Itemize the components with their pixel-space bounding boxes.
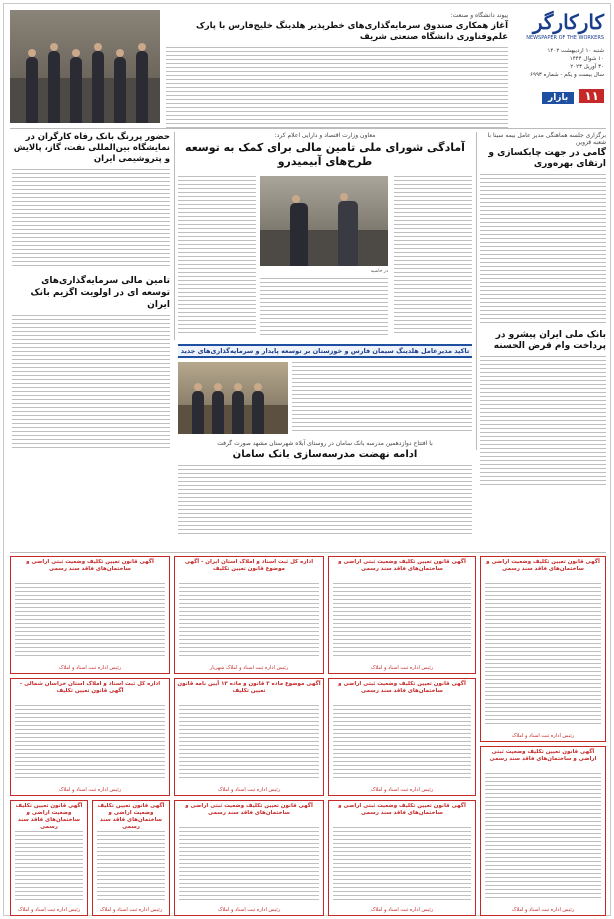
notice-signature: رئیس اداره ثبت اسناد و املاک: [370, 907, 434, 913]
center-story: [178, 132, 472, 169]
notice-title: آگهی قانون تعیین تکلیف وضعیت ثبتی اراضی و ساختمان‌های فاقد سند رسمی: [338, 803, 466, 816]
right-column: [480, 132, 606, 486]
brand-name: کارگر: [532, 10, 579, 34]
middle-headline: ادامه نهضت مدرسه‌سازی بانک سامان: [232, 449, 418, 460]
left-headline-1: حضور پررنگ بانک رفاه کارگران در نمایشگاه بین‌المللی نفت، گاز، پالایش و پتروشیمی ایران: [13, 132, 170, 164]
notice-4: [328, 678, 476, 796]
notice-signature: رئیس اداره ثبت اسناد و املاک: [511, 907, 575, 913]
column-rule: [476, 132, 477, 450]
notice-body: [179, 583, 319, 659]
middle-story: [178, 440, 472, 535]
notice-signature: رئیس اداره ثبت اسناد و املاک: [217, 907, 281, 913]
middle-body: [178, 465, 472, 535]
banner-photo: [178, 362, 288, 434]
center-body-mid: [260, 278, 388, 336]
notice-body: [179, 827, 319, 901]
person-figure: [70, 57, 82, 123]
notice-signature: رئیس اداره ثبت اسناد و املاک: [370, 787, 434, 793]
banner-text: تاکید مدیرعامل هلدینگ سیمان فارس و خوزستان بر توسعه پایدار و سرمایه‌گذاری‌های جدید: [180, 347, 470, 355]
notice-signature: رئیس اداره ثبت اسناد و املاک: [99, 907, 163, 913]
notice-title: آگهی قانون تعیین تکلیف وضعیت اراضی و ساختمان‌های فاقد سند رسمی: [97, 803, 165, 830]
left-headline-2: تامین مالی سرمایه‌گذاری‌های توسعه ای در اولویت اگزیم بانک ایران: [30, 276, 170, 310]
column-rule: [174, 132, 175, 340]
notice-title: آگهی قانون تعیین تکلیف وضعیت اراضی و ساختمان‌های فاقد سند رسمی: [15, 803, 83, 830]
date-line-3: ۳۰ آوریل ۲۰۲۳: [570, 64, 604, 70]
person-figure: [114, 57, 126, 123]
notice-1: [480, 556, 606, 742]
notice-body: [179, 705, 319, 781]
banner-body: [292, 362, 472, 434]
notice-title: آگهی موضوع ماده ۳ قانون و ماده ۱۳ آیین نامه قانون تعیین تکلیف: [177, 681, 321, 694]
notice-signature: رئیس اداره ثبت اسناد و املاک: [58, 665, 122, 671]
notice-title: آگهی قانون تعیین تکلیف وضعیت ثبتی اراضی و ساختمان‌های فاقد سند رسمی: [338, 559, 466, 572]
center-headline: آمادگی شورای ملی تامین مالی برای کمک به توسعه طرح‌های آبیمیدرو: [185, 141, 465, 168]
issue-line: سال بیست و یکم - شماره ۶۹۹۳: [530, 72, 604, 78]
notice-7: [174, 678, 324, 796]
center-kicker: معاون وزارت اقتصاد و دارایی اعلام کرد:: [274, 132, 376, 139]
notice-title: آگهی قانون تعیین تکلیف وضعیت اراضی و ساختمان‌های فاقد سند رسمی: [486, 559, 600, 572]
center-photo-caption: در حاشیه: [370, 269, 388, 274]
top-story: [166, 12, 508, 129]
notice-signature: رئیس اداره ثبت اسناد و املاک: [217, 787, 281, 793]
top-story-kicker: پیوند دانشگاه و صنعت:: [450, 12, 508, 19]
right-kicker: برگزاری جلسه هماهنگی مدیر عامل بیمه سینا با شعبه قزوین: [487, 132, 606, 146]
masthead: [514, 10, 604, 122]
notice-body: [15, 583, 165, 659]
notice-body: [333, 705, 471, 781]
notice-body: [485, 583, 601, 727]
right-headline-2: بانک ملی ایران پیشرو در پرداخت وام قرض الحسنه: [493, 330, 606, 351]
date-line-1: شنبه ۱۰ اردیبهشت ۱۴۰۲: [547, 48, 604, 54]
notice-signature: رئیس اداره ثبت اسناد و املاک شهریار: [209, 665, 289, 671]
notice-10: [10, 678, 170, 796]
notice-6: [174, 556, 324, 674]
notice-3: [328, 556, 476, 674]
brand-subtitle: NEWSPAPER OF THE WORKERS: [526, 35, 604, 41]
notice-body: [333, 583, 471, 659]
notice-signature: رئیس اداره ثبت اسناد و املاک: [511, 733, 575, 739]
top-photo: [10, 10, 160, 123]
notice-signature: رئیس اداره ثبت اسناد و املاک: [370, 665, 434, 671]
left-column: [12, 132, 170, 449]
divider: [10, 128, 606, 129]
top-story-body: [166, 47, 508, 129]
newspaper-page: [3, 3, 611, 916]
notice-9: [10, 556, 170, 674]
right-headline: گامی در جهت چابکسازی و ارتقای بهره‌وری: [488, 148, 606, 169]
person-figure: [136, 51, 148, 123]
notice-signature: رئیس اداره ثبت اسناد و املاک: [17, 907, 81, 913]
center-photo: [260, 176, 388, 266]
notice-title: اداره کل ثبت اسناد و املاک استان ایران - آگهی موضوع قانون تعیین تکلیف: [184, 559, 314, 572]
center-body-right: [394, 176, 472, 336]
notice-11: [10, 800, 88, 916]
notice-signature: رئیس اداره ثبت اسناد و املاک: [58, 787, 122, 793]
left-body-1: [12, 169, 170, 269]
brand-prefix: کار: [578, 10, 604, 34]
page-number: ۱۱: [579, 89, 604, 103]
top-story-headline: آغاز همکاری صندوق سرمایه‌گذاری‌های خطرپذیر هلدینگ خلیج‌فارس با پارک علم‌وفناوری دانشگاه صنعتی شریف: [196, 21, 508, 42]
person-figure: [48, 51, 60, 123]
notice-body: [485, 773, 601, 901]
right-body-1: [480, 174, 606, 324]
date-line-2: ۱۰ شوال ۱۴۴۴: [569, 56, 604, 62]
notice-2: [480, 746, 606, 916]
banner: [178, 344, 472, 358]
divider: [10, 552, 606, 553]
left-body-2: [12, 315, 170, 449]
person-figure: [92, 51, 104, 123]
notice-body: [333, 827, 471, 901]
person-figure: [26, 57, 38, 123]
notice-title: اداره کل ثبت اسناد و املاک استان خراسان شمالی - آگهی قانون تعیین تکلیف: [19, 681, 161, 694]
middle-kicker: با افتتاح دوازدهمین مدرسه بانک سامان در روستای آبلاه شهرستان مشهد صورت گرفت: [217, 440, 433, 447]
notice-title: آگهی قانون تعیین تکلیف وضعیت ثبتی اراضی و ساختمان‌های فاقد سند رسمی: [489, 749, 597, 762]
center-body-left: [178, 176, 256, 336]
notice-8: [174, 800, 324, 916]
notice-body: [97, 831, 165, 901]
right-body-2: [480, 356, 606, 486]
notice-5: [328, 800, 476, 916]
notice-title: آگهی قانون تعیین تکلیف وضعیت ثبتی اراضی و ساختمان‌های فاقد سند رسمی: [26, 559, 154, 572]
section-label: بازار: [542, 92, 574, 104]
notice-title: آگهی قانون تعیین تکلیف وضعیت ثبتی اراضی و ساختمان‌های فاقد سند رسمی: [338, 681, 466, 694]
brand-logo: [514, 10, 604, 34]
notice-body: [15, 831, 83, 901]
notice-body: [15, 705, 165, 781]
notice-12: [92, 800, 170, 916]
notice-title: آگهی قانون تعیین تکلیف وضعیت ثبتی اراضی و ساختمان‌های فاقد سند رسمی: [185, 803, 313, 816]
